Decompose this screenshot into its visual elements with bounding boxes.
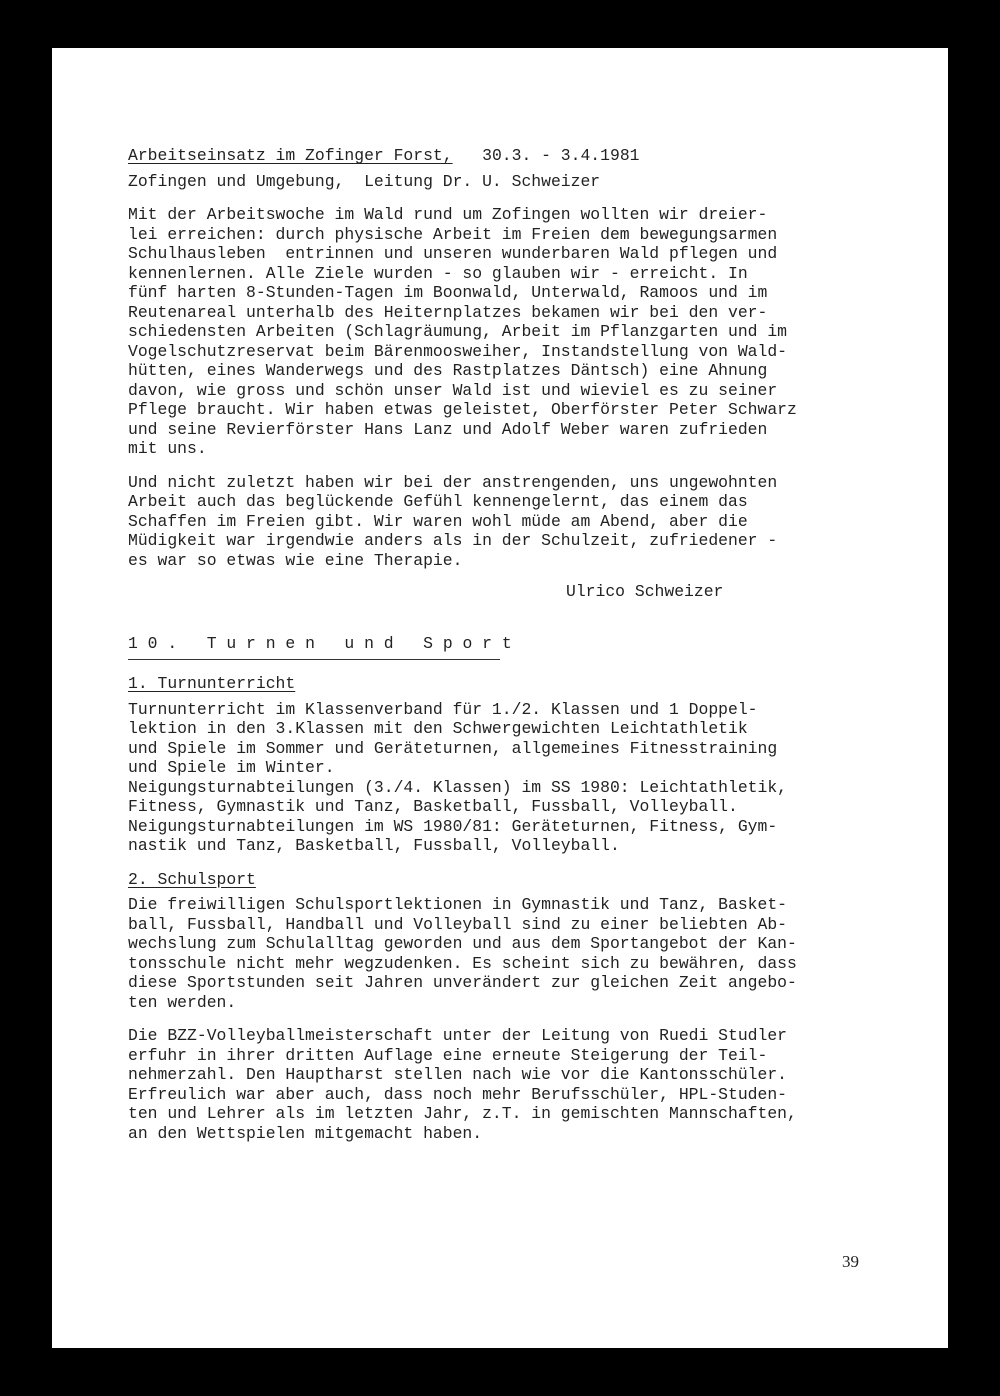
section-subtitle: Zofingen und Umgebung, Leitung Dr. U. Schweizer (128, 171, 601, 191)
text-line: mit uns. (128, 439, 207, 458)
text-line: und Spiele im Winter. (128, 758, 335, 777)
text-line: tonsschule nicht mehr wegzudenken. Es scheint sich zu bewähren, dass (128, 953, 797, 973)
text-line: Schaffen im Freien gibt. Wir waren wohl müde am Abend, aber die (128, 511, 748, 531)
text-line: und Spiele im Sommer und Geräteturnen, allgemeines Fitnesstraining (128, 738, 778, 758)
text-line: Und nicht zuletzt haben wir bei der anstrengenden, uns ungewohnten (128, 472, 778, 492)
text-line: fünf harten 8-Stunden-Tagen im Boonwald, Unterwald, Ramoos und im (128, 283, 768, 302)
section-dates: 30.3. - 3.4.1981 (482, 146, 640, 165)
text-line: Vogelschutzreservat beim Bärenmoosweiher, Instandstellung von Wald- (128, 341, 788, 361)
text-line: Arbeit auch das beglückende Gefühl kennengelernt, das einem das (128, 492, 748, 511)
text-line: Turnunterricht im Klassenverband für 1./2. Klassen und 1 Doppel- (128, 699, 758, 719)
page-number: 39 (842, 1252, 859, 1271)
text-line: ball, Fussball, Handball und Volleyball sind zu einer beliebten Ab- (128, 914, 788, 934)
signature: Ulrico Schweizer (566, 582, 724, 601)
text-line: Mit der Arbeitswoche im Wald rund um Zofingen wollten wir dreier- (128, 205, 768, 224)
text-line: Die BZZ-Volleyballmeisterschaft unter der Leitung von Ruedi Studler (128, 1026, 788, 1045)
text-line: nehmerzahl. Den Hauptharst stellen nach wie vor die Kantonsschüler. (128, 1065, 788, 1084)
subsection-heading-text: 2. Schulsport (128, 869, 256, 889)
text-line: davon, wie gross und schön unser Wald ist und wieviel es zu seiner (128, 380, 778, 400)
text-line: nastik und Tanz, Basketball, Fussball, Volleyball. (128, 836, 620, 855)
text-line: Schulhausleben entrinnen und unseren wunderbaren Wald pflegen und (128, 244, 778, 263)
text-line: Erfreulich war aber auch, dass noch mehr Berufsschüler, HPL-Studen- (128, 1084, 788, 1104)
text-line: kennenlernen. Alle Ziele wurden - so glauben wir - erreicht. In (128, 263, 748, 283)
schulsport-paragraph-2 (128, 1026, 888, 1143)
text-line: lei erreichen: durch physische Arbeit im Freien dem bewegungsarmen (128, 224, 778, 244)
text-line: hütten, eines Wanderwegs und des Rastplatzes Däntsch) eine Ahnung (128, 361, 768, 380)
document-page (52, 48, 948, 1348)
subsection-heading-text: 1. Turnunterricht (128, 674, 296, 693)
schulsport-paragraph-1 (128, 895, 888, 1012)
text-line: und seine Revierförster Hans Lanz und Adolf Weber waren zufrieden (128, 419, 768, 439)
paragraph-1 (128, 205, 888, 459)
text-line: Neigungsturnabteilungen (3./4. Klassen) im SS 1980: Leichtathletik, (128, 777, 788, 797)
text-line: diese Sportstunden seit Jahren unverändert zur gleichen Zeit angebo- (128, 973, 797, 992)
paragraph-2 (128, 473, 888, 571)
text-line: ten und Lehrer als im letzten Jahr, z.T. in gemischten Mannschaften, (128, 1104, 797, 1123)
text-line: an den Wettspielen mitgemacht haben. (128, 1123, 483, 1143)
text-line: lektion in den 3.Klassen mit den Schwergewichten Leichtathletik (128, 719, 748, 738)
text-line: Reutenareal unterhalb des Heiternplatzes bekamen wir bei den ver- (128, 302, 768, 322)
section-title: Arbeitseinsatz im Zofinger Forst, (128, 146, 453, 165)
turnunterricht-body (128, 700, 888, 856)
section-header (128, 146, 888, 166)
text-line: ten werden. (128, 992, 237, 1012)
text-line: Fitness, Gymnastik und Tanz, Basketball, Fussball, Volleyball. (128, 797, 738, 816)
text-line: es war so etwas wie eine Therapie. (128, 550, 463, 570)
chapter-title: 10. Turnen und Sport (128, 634, 500, 661)
text-line: Die freiwilligen Schulsportlektionen in Gymnastik und Tanz, Basket- (128, 895, 788, 914)
text-line: schiedensten Arbeiten (Schlagräumung, Arbeit im Pflanzgarten und im (128, 322, 788, 341)
page-content (128, 146, 888, 1143)
text-line: Neigungsturnabteilungen im WS 1980/81: Geräteturnen, Fitness, Gym- (128, 816, 778, 836)
subsection-heading-turnunterricht (128, 674, 888, 694)
text-line: erfuhr in ihrer dritten Auflage eine erneute Steigerung der Teil- (128, 1045, 768, 1065)
text-line: Müdigkeit war irgendwie anders als in der Schulzeit, zufriedener - (128, 531, 778, 550)
subsection-heading-schulsport (128, 870, 888, 890)
text-line: wechslung zum Schulalltag geworden und aus dem Sportangebot der Kan- (128, 934, 797, 953)
text-line: Pflege braucht. Wir haben etwas geleistet, Oberförster Peter Schwarz (128, 400, 797, 419)
